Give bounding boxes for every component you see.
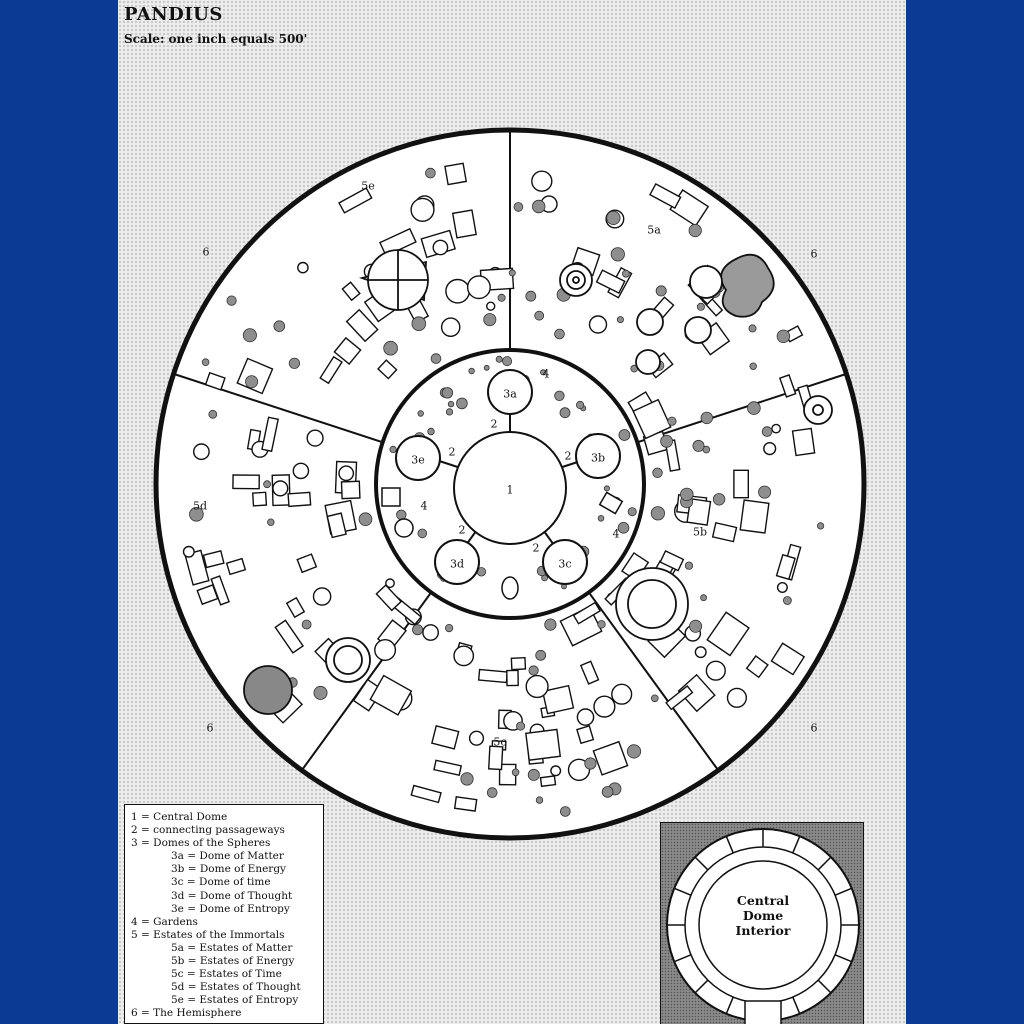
tree <box>693 440 704 451</box>
estate-building <box>541 776 556 786</box>
estate-building <box>253 492 267 506</box>
label-estates-entropy: 5e <box>361 179 375 193</box>
tree <box>461 773 473 785</box>
estate-building <box>433 240 447 254</box>
tree <box>431 354 441 364</box>
tree <box>413 625 423 635</box>
tree <box>503 357 512 366</box>
legend-row: 5d = Estates of Thought <box>171 981 301 994</box>
tree <box>498 294 505 301</box>
tree <box>397 510 407 520</box>
tree <box>817 523 823 529</box>
legend-row: 5e = Estates of Entropy <box>171 994 299 1007</box>
estate-building <box>793 428 815 455</box>
tree <box>576 401 583 408</box>
estate-building <box>526 676 548 698</box>
label-dome-matter: 3a <box>503 387 517 401</box>
tree <box>762 427 772 437</box>
tree <box>418 529 427 538</box>
tree <box>713 494 725 506</box>
tree <box>532 200 545 213</box>
estate-building <box>454 646 473 665</box>
tree <box>690 620 702 632</box>
tree <box>384 341 398 355</box>
tree <box>442 388 453 399</box>
legend-row: 3e = Dome of Entropy <box>171 902 290 915</box>
tree <box>607 211 620 224</box>
tree <box>426 168 436 178</box>
map-page <box>118 0 906 1024</box>
tree <box>651 695 658 702</box>
tree <box>611 248 624 261</box>
estate-building <box>423 625 438 640</box>
label-hemisphere-nw: 6 <box>202 245 210 259</box>
central-dome-inset <box>660 822 864 1024</box>
tree <box>759 486 771 498</box>
tree <box>314 686 327 699</box>
estate-building <box>314 588 331 605</box>
inset-label <box>713 893 813 938</box>
legend-row: 3 = Domes of the Spheres <box>131 837 271 850</box>
tree <box>457 398 468 409</box>
estate-building <box>273 481 288 496</box>
tree <box>536 650 546 660</box>
legend-row: 3b = Dome of Energy <box>171 863 286 876</box>
estate-building <box>455 797 477 811</box>
estate-building <box>233 475 259 489</box>
tree <box>514 203 523 212</box>
estate-building <box>184 547 195 558</box>
inset-label-line2: Dome <box>742 908 784 923</box>
legend-row: 5 = Estates of the Immortals <box>131 928 285 941</box>
estate-building <box>612 684 632 704</box>
tree <box>446 409 452 415</box>
tree <box>628 508 636 516</box>
tree <box>701 412 713 424</box>
label-estates-energy: 5b <box>692 525 708 539</box>
label-dome-entropy: 3e <box>411 453 425 467</box>
tree <box>484 314 496 326</box>
estate-building <box>479 669 508 682</box>
tree <box>202 359 209 366</box>
tree <box>529 666 538 675</box>
tree <box>656 286 666 296</box>
legend-row: 3d = Dome of Thought <box>171 889 293 902</box>
map-title: PANDIUS <box>124 4 223 25</box>
tree <box>748 402 761 415</box>
tree <box>528 769 539 780</box>
tree <box>526 291 536 301</box>
tree <box>418 411 424 417</box>
tree <box>390 446 396 452</box>
legend-row: 3a = Dome of Matter <box>171 850 284 863</box>
tree <box>777 330 790 343</box>
label-passage-w: 2 <box>448 445 456 459</box>
label-passage-n: 2 <box>490 417 498 431</box>
estate-building <box>551 766 561 776</box>
tree <box>604 486 609 491</box>
label-passage-e: 2 <box>564 449 572 463</box>
estate-building <box>468 276 491 299</box>
estate-building <box>307 430 323 446</box>
estate-building <box>594 696 615 717</box>
estate-building <box>453 210 476 238</box>
label-garden-se: 4 <box>612 527 620 541</box>
tree <box>268 519 275 526</box>
estate-building <box>740 500 769 533</box>
estate-building <box>293 463 308 478</box>
label-dome-time: 3c <box>558 557 572 571</box>
tree <box>209 410 217 418</box>
legend-row: 5a = Estates of Matter <box>171 941 293 954</box>
tree <box>750 363 757 370</box>
estate-building <box>411 198 434 221</box>
tree <box>668 417 676 425</box>
estate-building <box>778 583 788 593</box>
label-hemisphere-ne: 6 <box>810 247 818 261</box>
tree <box>555 329 565 339</box>
label-estates-matter: 5a <box>647 223 661 237</box>
estate-building <box>772 424 780 432</box>
estate-building <box>487 302 495 310</box>
estate-building <box>341 481 359 498</box>
inset-label-line1: Central <box>736 893 790 908</box>
tree <box>545 619 556 630</box>
tree <box>517 722 525 730</box>
tree <box>412 317 426 331</box>
tree <box>536 797 543 804</box>
tree <box>689 224 701 236</box>
label-garden-w: 4 <box>420 499 428 513</box>
tree <box>598 621 606 629</box>
tree <box>264 481 271 488</box>
tree <box>289 358 299 368</box>
label-garden-n: 4 <box>542 367 550 381</box>
tree <box>509 270 515 276</box>
tree <box>617 317 623 323</box>
label-estates-thought: 5d <box>192 499 208 513</box>
estate-building <box>194 444 209 459</box>
tree <box>359 513 372 526</box>
tree <box>618 522 629 533</box>
tree <box>622 270 629 277</box>
tree <box>783 597 791 605</box>
estate-building <box>446 280 469 303</box>
tree <box>619 430 630 441</box>
label-hemisphere-se: 6 <box>810 721 818 735</box>
legend-row: 3c = Dome of time <box>171 876 271 889</box>
tree <box>469 368 475 374</box>
tree <box>535 311 544 320</box>
tree <box>598 515 604 521</box>
legend-row: 5c = Estates of Time <box>171 968 282 981</box>
tree <box>274 321 285 332</box>
legend-row: 6 = The Hemisphere <box>131 1007 242 1020</box>
estate-building <box>489 746 503 769</box>
estate-building <box>590 316 607 333</box>
estate-building <box>577 709 593 725</box>
tree <box>627 745 640 758</box>
tree <box>661 435 673 447</box>
tree <box>487 788 497 798</box>
estate-building <box>339 466 353 480</box>
tree <box>585 758 596 769</box>
tree <box>681 488 694 501</box>
estate-building <box>734 470 748 497</box>
tree <box>484 365 489 370</box>
estate-building <box>526 729 560 760</box>
tree <box>227 296 236 305</box>
estate-building <box>695 647 706 658</box>
label-estates-time: 5c <box>493 735 507 749</box>
tree <box>445 624 452 631</box>
estate-building <box>507 670 518 685</box>
tree <box>448 401 454 407</box>
tree <box>651 507 664 520</box>
label-dome-thought: 3d <box>449 557 465 571</box>
estate-building <box>375 640 396 661</box>
inset-label-line3: Interior <box>735 923 791 938</box>
label-hemisphere-sw: 6 <box>206 721 214 735</box>
legend-row: 1 = Central Dome <box>131 811 228 823</box>
label-dome-energy: 3b <box>590 451 606 465</box>
tree <box>653 468 663 478</box>
estate-building <box>298 263 308 273</box>
tree <box>560 807 570 817</box>
legend-row: 4 = Gardens <box>131 915 198 928</box>
tree <box>555 391 565 401</box>
tree <box>749 325 756 332</box>
map-scale: Scale: one inch equals 500' <box>124 32 308 46</box>
estate-building <box>532 171 552 191</box>
estate-building <box>445 163 466 184</box>
estate-building <box>442 318 460 336</box>
label-passage-se: 2 <box>532 541 540 555</box>
legend-row: 2 = connecting passageways <box>131 824 285 837</box>
tree <box>428 428 435 435</box>
estate-building <box>470 731 484 745</box>
tree <box>560 408 570 418</box>
label-passage-sw: 2 <box>458 523 466 537</box>
tree <box>246 376 258 388</box>
tree <box>697 303 704 310</box>
estate-building <box>288 492 311 506</box>
tree <box>302 620 311 629</box>
tree <box>602 787 613 798</box>
estate-building <box>706 661 725 680</box>
estate-building <box>511 658 525 670</box>
estate-building <box>728 688 747 707</box>
tree <box>685 562 692 569</box>
legend-row: 5b = Estates of Energy <box>171 955 295 968</box>
tree <box>512 769 519 776</box>
label-central-dome: 1 <box>506 483 514 497</box>
tree <box>243 329 256 342</box>
tree <box>701 595 707 601</box>
estate-building <box>764 443 776 455</box>
tree <box>496 356 502 362</box>
map-legend <box>124 804 324 1024</box>
